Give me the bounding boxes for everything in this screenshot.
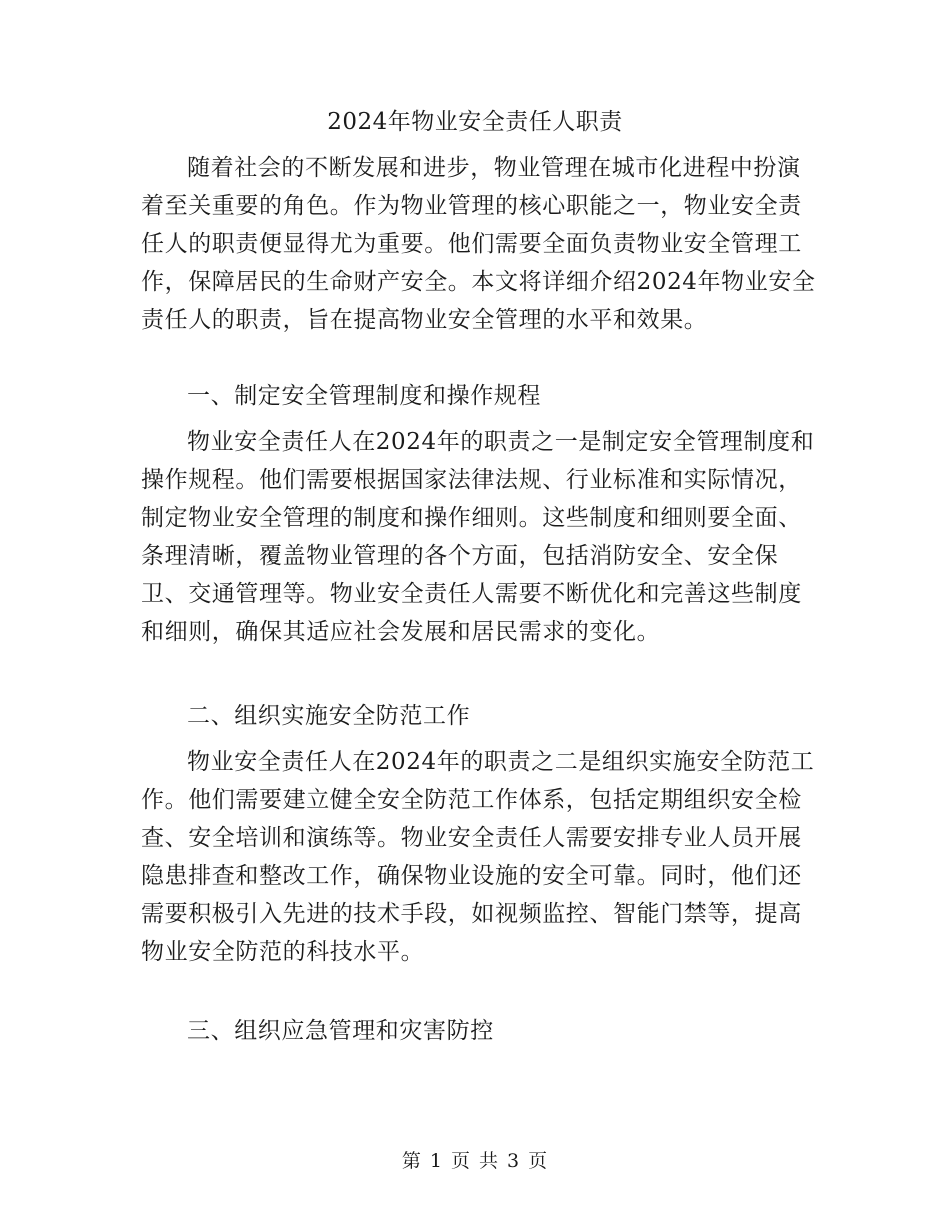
section-2-line: 作。他们需要建立健全安全防范工作体系，包括定期组织安全检 — [141, 787, 802, 813]
section-2-line: 查、安全培训和演练等。物业安全责任人需要安排专业人员开展 — [141, 825, 802, 851]
section-2-paragraph — [141, 743, 815, 971]
intro-line: 着至关重要的角色。作为物业管理的核心职能之一，物业安全责 — [141, 193, 802, 219]
document-title: 2024年物业安全责任人职责 — [327, 109, 623, 135]
section-heading-1: 一、制定安全管理制度和操作规程 — [187, 383, 541, 409]
section-2-line: 物业安全防范的科技水平。 — [141, 939, 425, 965]
footer-page-number: 1 — [429, 1150, 443, 1172]
section-1-line: 卫、交通管理等。物业安全责任人需要不断优化和完善这些制度 — [141, 581, 802, 607]
footer-prefix: 第 — [401, 1150, 422, 1172]
intro-line: 任人的职责便显得尤为重要。他们需要全面负责物业安全管理工 — [141, 231, 802, 257]
section-1-line: 条理清晰，覆盖物业管理的各个方面，包括消防安全、安全保 — [141, 543, 779, 569]
intro-line: 作，保障居民的生命财产安全。本文将详细介绍2024年物业安全 — [141, 269, 816, 295]
footer-total-prefix: 共 — [479, 1150, 500, 1172]
intro-line: 责任人的职责，旨在提高物业安全管理的水平和效果。 — [141, 307, 708, 333]
section-1-line: 操作规程。他们需要根据国家法律法规、行业标准和实际情况， — [141, 467, 802, 493]
intro-paragraph — [141, 149, 816, 339]
section-1-line: 物业安全责任人在2024年的职责之一是制定安全管理制度和 — [187, 429, 815, 455]
section-heading-3: 三、组织应急管理和灾害防控 — [187, 1018, 494, 1044]
section-2-line: 隐患排查和整改工作，确保物业设施的安全可靠。同时，他们还 — [141, 863, 802, 889]
section-1-line: 制定物业安全管理的制度和操作细则。这些制度和细则要全面、 — [141, 505, 802, 531]
footer-total-word: 页 — [528, 1150, 549, 1172]
page-footer — [0, 1147, 950, 1175]
intro-line: 随着社会的不断发展和进步，物业管理在城市化进程中扮演 — [187, 155, 801, 181]
footer-page-word: 页 — [450, 1150, 471, 1172]
footer-total-pages: 3 — [507, 1150, 521, 1172]
section-2-line: 需要积极引入先进的技术手段，如视频监控、智能门禁等，提高 — [141, 901, 802, 927]
section-heading-2: 二、组织实施安全防范工作 — [187, 703, 471, 729]
section-1-paragraph — [141, 423, 815, 651]
section-1-line: 和细则，确保其适应社会发展和居民需求的变化。 — [141, 619, 661, 645]
section-2-line: 物业安全责任人在2024年的职责之二是组织实施安全防范工 — [187, 749, 815, 775]
